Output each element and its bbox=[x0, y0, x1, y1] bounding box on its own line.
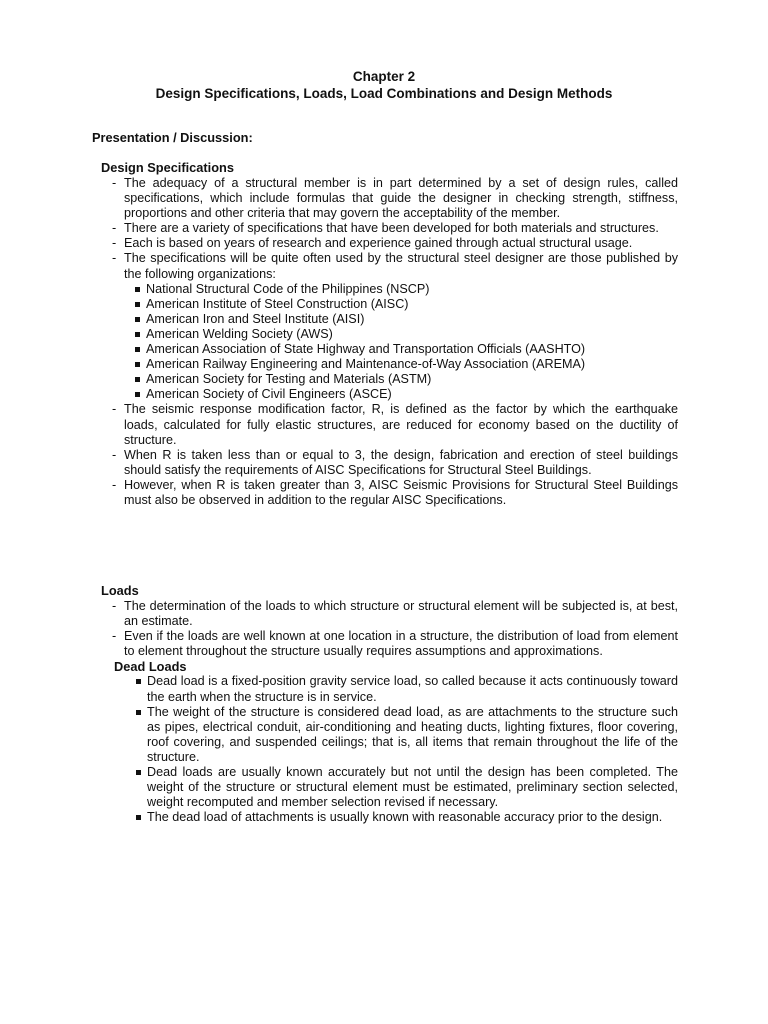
list-item bbox=[0, 176, 678, 221]
list-item-text: Each is based on years of research and experience gained through actual structural usage. bbox=[124, 236, 633, 251]
organization-item: American Iron and Steel Institute (AISI) bbox=[0, 312, 768, 327]
organizations-list bbox=[0, 282, 768, 403]
list-item-text: Even if the loads are well known at one location in a structure, the distribution of load from element to element throughout the structure usually requires assumptions and approximations. bbox=[124, 629, 678, 659]
dash-marker: - bbox=[112, 251, 117, 266]
list-item bbox=[0, 221, 678, 236]
dash-marker: - bbox=[112, 477, 117, 492]
design-specifications-heading: Design Specifications bbox=[101, 160, 234, 175]
square-bullet-icon bbox=[136, 770, 141, 775]
dash-marker: - bbox=[112, 447, 117, 462]
dead-load-item: Dead loads are usually known accurately but not until the design has been completed. The weight of the structure or structural element must be estimated, preliminary section selected, weight recomputed and member selection revised if necessary. bbox=[0, 765, 678, 810]
list-item bbox=[0, 251, 678, 281]
chapter-title-block bbox=[0, 68, 768, 102]
dead-load-item: Dead load is a fixed-position gravity service load, so called because it acts continuously toward the earth when the structure is in service. bbox=[0, 674, 678, 704]
dash-marker: - bbox=[112, 221, 117, 236]
chapter-title: Design Specifications, Loads, Load Combinations and Design Methods bbox=[155, 86, 613, 101]
dash-marker: - bbox=[112, 402, 117, 417]
organization-item: American Society for Testing and Materials (ASTM) bbox=[0, 372, 768, 387]
loads-heading: Loads bbox=[101, 583, 139, 598]
square-bullet-icon bbox=[135, 302, 140, 307]
dash-marker: - bbox=[112, 599, 117, 613]
list-item-text: The seismic response modification factor, R, is defined as the factor by which the earthquake loads, calculated for fully elastic structures, are reduced for economy based on the ductility of structure. bbox=[124, 402, 678, 447]
list-item bbox=[0, 629, 678, 659]
list-item-text: When R is taken less than or equal to 3, the design, fabrication and erection of steel buildings should satisfy the requirements of AISC Specifications for Structural Steel Buildings. bbox=[124, 447, 678, 477]
presentation-label: Presentation / Discussion: bbox=[92, 130, 253, 145]
list-item bbox=[0, 402, 678, 447]
list-item-text: The adequacy of a structural member is in part determined by a set of design rules, called specifications, which include formulas that guide the designer in checking strength, stiffness, proportions and other criteria that may govern the acceptability of the member. bbox=[124, 176, 678, 221]
organization-item: American Institute of Steel Construction (AISC) bbox=[0, 297, 768, 312]
square-bullet-icon bbox=[136, 679, 141, 684]
chapter-number: Chapter 2 bbox=[352, 69, 416, 84]
list-item bbox=[0, 599, 678, 629]
square-bullet-icon bbox=[136, 710, 141, 715]
dead-load-item: The dead load of attachments is usually known with reasonable accuracy prior to the design. bbox=[0, 810, 678, 825]
list-item-text: There are a variety of specifications that have been developed for both materials and structures. bbox=[124, 221, 659, 236]
list-item bbox=[0, 448, 678, 478]
dash-marker: - bbox=[112, 629, 117, 644]
square-bullet-icon bbox=[135, 347, 140, 352]
organization-item: American Welding Society (AWS) bbox=[0, 327, 768, 342]
organization-item: American Society of Civil Engineers (ASCE) bbox=[0, 387, 768, 402]
dead-loads-heading: Dead Loads bbox=[114, 659, 187, 675]
dead-load-item: The weight of the structure is considered dead load, as are attachments to the structure such as pipes, electrical conduit, air-conditioning and heating ducts, lighting fixtures, floor covering, roof covering, and suspended ceilings; that is, all items that remain throughout the life of the structure. bbox=[0, 705, 678, 765]
organization-item: American Railway Engineering and Maintenance-of-Way Association (AREMA) bbox=[0, 357, 768, 372]
square-bullet-icon bbox=[136, 815, 141, 820]
organization-item: National Structural Code of the Philippines (NSCP) bbox=[0, 282, 768, 297]
list-item-text: The determination of the loads to which structure or structural element will be subjected is, at best, an estimate. bbox=[124, 599, 678, 629]
square-bullet-icon bbox=[135, 287, 140, 292]
square-bullet-icon bbox=[135, 332, 140, 337]
square-bullet-icon bbox=[135, 362, 140, 367]
list-item bbox=[0, 236, 678, 251]
square-bullet-icon bbox=[135, 392, 140, 397]
dash-marker: - bbox=[112, 176, 117, 190]
list-item-text: The specifications will be quite often used by the structural steel designer are those published by the following organizations: bbox=[124, 251, 678, 281]
square-bullet-icon bbox=[135, 377, 140, 382]
list-item bbox=[0, 478, 678, 508]
dash-marker: - bbox=[112, 236, 117, 251]
organization-item: American Association of State Highway and Transportation Officials (AASHTO) bbox=[0, 342, 768, 357]
list-item-text: However, when R is taken greater than 3, AISC Seismic Provisions for Structural Steel Buildings must also be observed in addition to the regular AISC Specifications. bbox=[124, 477, 678, 507]
square-bullet-icon bbox=[135, 317, 140, 322]
